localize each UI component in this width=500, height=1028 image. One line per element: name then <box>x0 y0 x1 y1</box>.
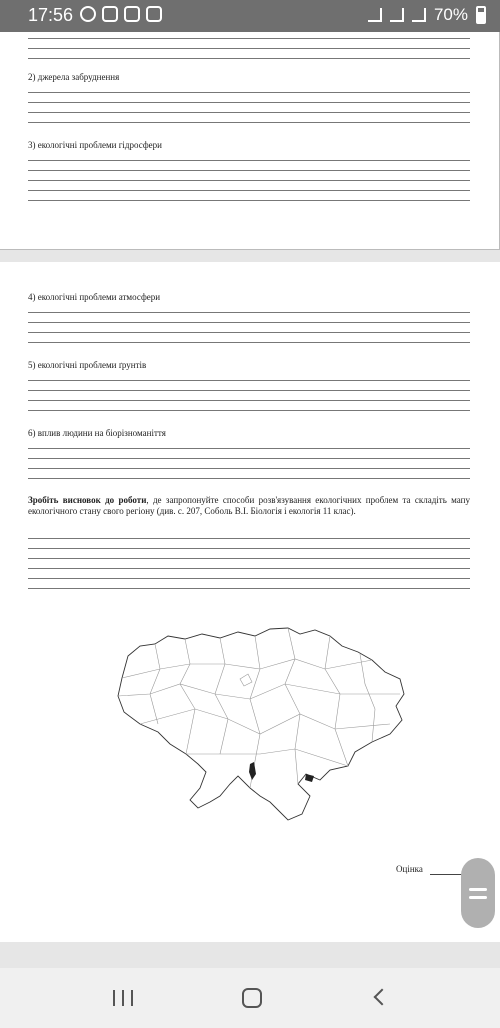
mute-icon <box>368 8 382 22</box>
item-label: 6) вплив людини на біорізноманіття <box>28 428 166 438</box>
answer-line <box>28 160 470 161</box>
answer-line <box>28 448 470 449</box>
answer-line <box>28 400 470 401</box>
call-icon <box>80 6 96 22</box>
answer-line <box>28 312 470 313</box>
answer-line <box>28 180 470 181</box>
battery-icon <box>476 6 486 24</box>
weather-icon <box>124 6 140 22</box>
answer-line <box>28 390 470 391</box>
answer-line <box>28 548 470 549</box>
answer-line <box>28 332 470 333</box>
grade-label: Оцінка <box>396 864 423 874</box>
wifi-icon <box>390 8 404 22</box>
item-label: 5) екологічні проблеми ґрунтів <box>28 360 147 370</box>
answer-line <box>28 102 470 103</box>
home-icon[interactable] <box>242 988 262 1008</box>
answer-line <box>28 538 470 539</box>
floating-menu-button[interactable] <box>461 858 495 928</box>
answer-line <box>28 410 470 411</box>
answer-line <box>28 122 470 123</box>
ukraine-outline-map <box>110 624 410 834</box>
answer-line <box>28 578 470 579</box>
conclusion-task <box>28 495 470 517</box>
menu-icon <box>469 888 487 891</box>
answer-line <box>28 342 470 343</box>
gallery-icon <box>146 6 162 22</box>
answer-line <box>28 190 470 191</box>
status-time: 17:56 <box>28 5 74 25</box>
answer-line <box>28 568 470 569</box>
answer-line <box>28 478 470 479</box>
item-label: 3) екологічні проблеми гідросфери <box>28 140 162 150</box>
answer-line <box>28 38 470 39</box>
answer-line <box>28 112 470 113</box>
conclusion-text: , де запропонуйте способи розв'язування екологічних проблем та складіть мапу екологічного стану свого регіону (див. с. 207, Соболь В.І. Біологія і екологія 11 клас). <box>28 495 470 516</box>
answer-line <box>28 380 470 381</box>
conclusion-bold: Зробіть висновок до роботи <box>28 495 147 505</box>
navigation-bar <box>0 968 500 1028</box>
recent-apps-icon[interactable] <box>113 990 133 1006</box>
document-page-2 <box>0 262 500 942</box>
answer-line <box>28 458 470 459</box>
answer-line <box>28 468 470 469</box>
answer-line <box>28 92 470 93</box>
answer-line <box>28 588 470 589</box>
answer-line <box>28 48 470 49</box>
battery-percent: 70% <box>433 5 468 24</box>
signal-icon <box>412 8 426 22</box>
system-icons <box>368 5 486 25</box>
notification-icons <box>80 6 162 22</box>
item-label: 2) джерела забруднення <box>28 72 120 82</box>
instagram-icon <box>102 6 118 22</box>
answer-line <box>28 170 470 171</box>
menu-icon <box>469 896 487 899</box>
status-bar <box>0 0 500 32</box>
answer-line <box>28 558 470 559</box>
answer-line <box>28 322 470 323</box>
document-page-1 <box>0 32 500 250</box>
item-label: 4) екологічні проблеми атмосфери <box>28 292 161 302</box>
back-icon[interactable] <box>374 989 391 1006</box>
answer-line <box>28 200 470 201</box>
answer-line <box>28 58 470 59</box>
